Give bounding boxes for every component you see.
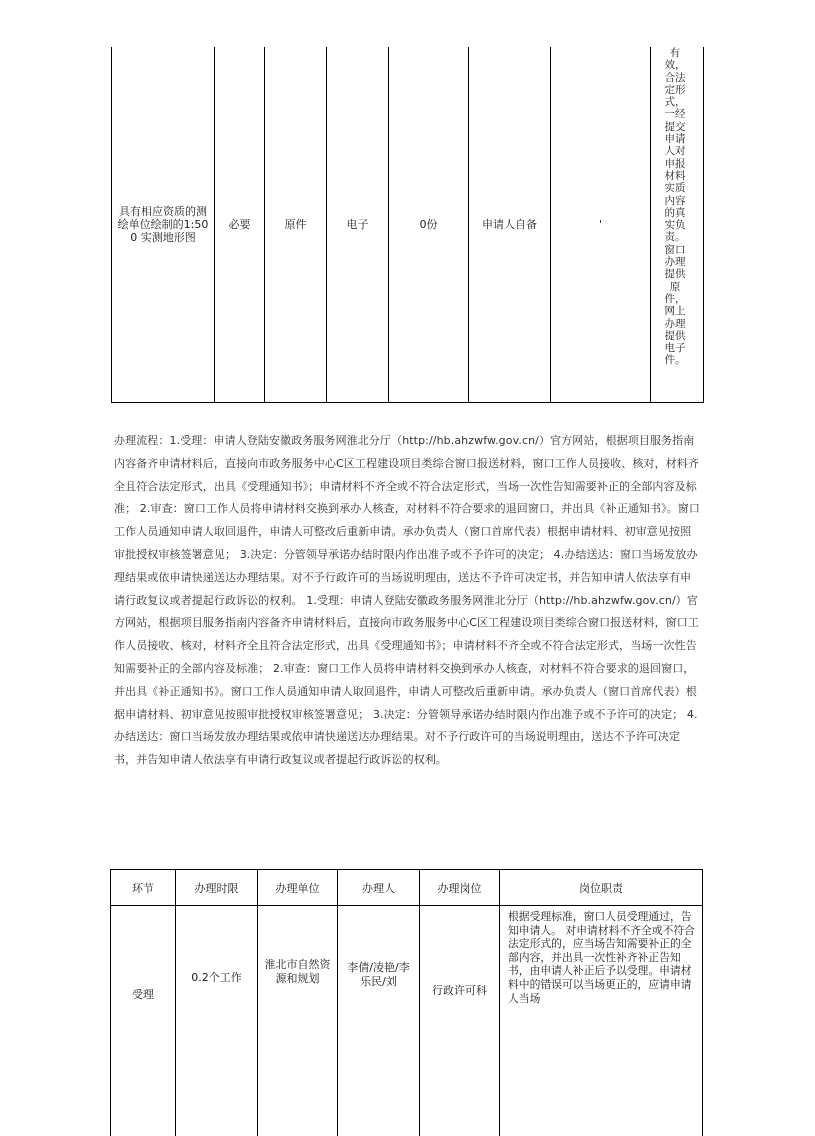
materials-table (111, 47, 704, 403)
material-required: 必要 (215, 47, 265, 402)
cell-person: 李倩/凌艳/李乐民/刘 (338, 906, 420, 1136)
material-remark-cell (651, 47, 704, 402)
material-copies: 0份 (389, 47, 469, 402)
material-fill-note: ' (551, 47, 651, 402)
material-type: 原件 (265, 47, 327, 402)
header-time: 办理时限 (176, 870, 258, 906)
header-stage: 环节 (111, 870, 176, 906)
table-row (111, 906, 703, 1136)
stage-table (110, 869, 703, 1136)
table-header-row (111, 870, 703, 906)
cell-duty: 根据受理标准，窗口人员受理通过，告知申请人。 对申请材料不齐全或不符合法定形式的，应当场告知需要补正的全部内容，并出具一次性补齐补正告知书，由申请人补正后予以受理。申请材料中的错误可以当场更正的，应请申请人当场 (500, 906, 703, 1136)
header-duty: 岗位职责 (500, 870, 703, 906)
material-source: 申请人自备 (469, 47, 551, 402)
cell-post: 行政许可科 (420, 906, 500, 1136)
header-post: 办理岗位 (420, 870, 500, 906)
cell-stage: 受理 (111, 906, 176, 1136)
table-row (112, 47, 704, 402)
material-name: 具有相应资质的测绘单位绘制的1:500 实测地形图 (112, 47, 215, 402)
process-text: 办理流程：1.受理：申请人登陆安徽政务服务网淮北分厅（http://hb.ahzwfw.gov.cn/）官方网站，根据项目服务指南内容备齐申请材料后，直接向市政务服务中心C区工程建设项目类综合窗口报送材料，窗口工作人员接收、核对，材料齐全且符合法定形式，出具《受理通知书》；申请材料不齐全或不符合法定形式，当场一次性告知需要补正的全部内容及标准； 2.审查：窗口工作人员将申请材料交换到承办人核查，对材料不符合要求的退回窗口，并出具《补正通知书》。窗口工作人员通知申请人取回退件，申请人可整改后重新申请。承办负责人（窗口首席代表）根据申请材料、初审意见按照审批授权审核签署意见； 3.决定：分管领导承诺办结时限内作出准予或不予许可的决定； 4.办结送达：窗口当场发放办理结果或依申请快递送达办理结果。对不予行政许可的当场说明理由，送达不予许可决定书，并告知申请人依法享有申请行政复议或者提起行政诉讼的权利。 1.受理：申请人登陆安徽政务服务网淮北分厅（http://hb.ahzwfw.gov.cn/）官方网站，根据项目服务指南内容备齐申请材料后，直接向市政务服务中心C区工程建设项目类综合窗口报送材料，窗口工作人员接收、核对，材料齐全且符合法定形式，出具《受理通知书》；申请材料不齐全或不符合法定形式，当场一次性告知需要补正的全部内容及标准； 2.审查：窗口工作人员将申请材料交换到承办人核查，对材料不符合要求的退回窗口，并出具《补正通知书》。窗口工作人员通知申请人取回退件，申请人可整改后重新申请。承办负责人（窗口首席代表）根据申请材料、初审意见按照审批授权审核签署意见； 3.决定：分管领导承诺办结时限内作出准予或不予许可的决定； 4.办结送达：窗口当场发放办理结果或依申请快递送达办理结果。对不予行政许可的当场说明理由，送达不予许可决定书，并告知申请人依法享有申请行政复议或者提起行政诉讼的权利。 (114, 430, 702, 772)
cell-unit: 淮北市自然资源和规划 (258, 906, 338, 1136)
header-unit: 办理单位 (258, 870, 338, 906)
material-remark: 有效，合法定形式，一经提交申请人对申报材料实质内容的真实负责。窗口办理提供原件，网上办理提供电子件。 (663, 47, 687, 367)
cell-time: 0.2个工作 (176, 906, 258, 1136)
header-person: 办理人 (338, 870, 420, 906)
material-form: 电子 (327, 47, 389, 402)
